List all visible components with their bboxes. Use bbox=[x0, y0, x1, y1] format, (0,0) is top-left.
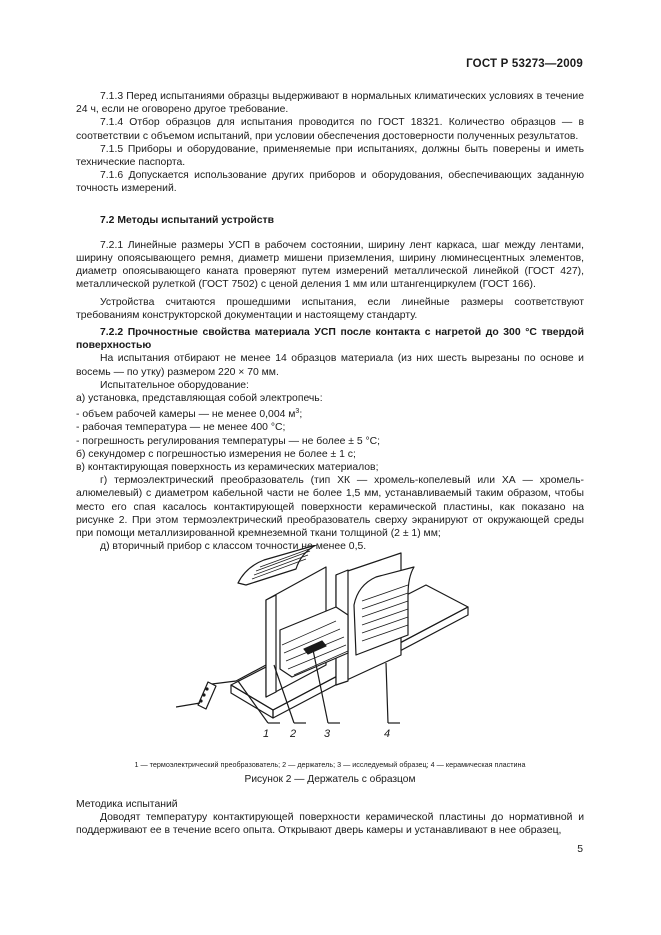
list-item-a1 bbox=[76, 405, 584, 421]
figure-label-4: 4 bbox=[384, 728, 391, 740]
page-number: 5 bbox=[577, 844, 583, 855]
list-item-d: д) вторичный прибор с классом точности не менее 0,5. bbox=[100, 541, 367, 553]
list-item-a: а) установка, представляющая собой электропечь: bbox=[76, 393, 323, 405]
paragraph-7-1-5: 7.1.5 Приборы и оборудование, применяемые при испытаниях, должны быть поверены и иметь технические паспорта. bbox=[76, 143, 584, 169]
method-heading: Методика испытаний bbox=[76, 799, 178, 810]
paragraph-7-2-1: 7.2.1 Линейные размеры УСП в рабочем состоянии, ширину лент каркаса, шаг между лентами, ширину опоясывающего ремня, диаметр мишени приземления, ширину люминесцентных элементов, диаметр опоясывающего каната проверяют путем измерений металлической линейкой (ГОСТ 427), металлической рулеткой (ГОСТ 7502) с ценой деления 1 мм или штангенциркулем (ГОСТ 166). bbox=[76, 239, 584, 291]
figure-title: Рисунок 2 — Держатель с образцом bbox=[244, 774, 416, 785]
subsection-heading-7-2-2: 7.2.2 Прочностные свойства материала УСП после контакта с нагретой до 300 °С твердой поверхностью bbox=[76, 327, 584, 352]
list-item-a3: - погрешность регулирования температуры — не более ± 5 °С; bbox=[76, 435, 381, 447]
list-item-a2: - рабочая температура — не менее 400 °С; bbox=[76, 422, 286, 434]
page-header: ГОСТ Р 53273—2009 bbox=[466, 58, 583, 70]
method-section bbox=[76, 798, 584, 838]
thermocouple-sensor bbox=[198, 682, 216, 709]
paragraph-7-1-3: 7.1.3 Перед испытаниями образцы выдерживают в нормальных климатических условиях в течение 24 ч, если не оговорено другое требование. bbox=[76, 91, 584, 116]
figure-label-2: 2 bbox=[290, 728, 297, 740]
superscript-3: 3 bbox=[295, 408, 300, 416]
figure-legend: 1 — термоэлектрический преобразователь; 2 — держатель; 3 — исследуемый образец; 4 — керамическая пластина bbox=[134, 760, 526, 769]
section-heading-7-2: 7.2 Методы испытаний устройств bbox=[100, 214, 274, 226]
list-item-a1-text: - объем рабочей камеры — не менее 0,004 м bbox=[76, 409, 296, 421]
paragraph-7-1-6: 7.1.6 Допускается использование других приборов и оборудования, обеспечивающих заданную точность измерений. bbox=[76, 170, 584, 195]
leader-line-4 bbox=[386, 663, 388, 723]
method-paragraph: Доводят температуру контактирующей поверхности керамической пластины до нормативной и поддерживают ее в течение всего опыта. Открывают дверь камеры и устанавливают в нее образец, bbox=[76, 812, 584, 837]
figure-label-1: 1 bbox=[263, 728, 270, 740]
figure-2-holder-drawing bbox=[176, 545, 496, 750]
list-item-a1-end: ; bbox=[299, 409, 303, 421]
list-item-v: в) контактирующая поверхность из керамических материалов; bbox=[76, 462, 379, 474]
paragraph-pass-criteria: Устройства считаются прошедшими испытания, если линейные размеры соответствуют требованиям конструкторской документации и настоящему стандарту. bbox=[76, 296, 584, 321]
list-item-g: г) термоэлектрический преобразователь (тип ХК — хромель-копелевый или ХА — хромель-алюмелевый) с диаметром кабельной части не более 1,5 мм, устанавливаемый таким образом, чтобы место его спая касалось контактирующей поверхности керамической пластины, как показано на рисунке 2. При этом термоэлектрический преобразователь сверху экранируют от окружающей среды при помощи металлизированной кремнеземной ткани толщиной (2 ± 1) мм; bbox=[76, 475, 584, 540]
list-item-b: б) секундомер с погрешностью измерения не более ± 1 с; bbox=[76, 448, 356, 460]
paragraph-7-1-4: 7.1.4 Отбор образцов для испытания проводится по ГОСТ 18321. Количество образцов — в соответствии с объемом испытаний, при условии обеспечения достоверности полученных результатов. bbox=[76, 117, 584, 142]
paragraph-samples: На испытания отбирают не менее 14 образцов материала (из них шесть вырезаны по основе и восемь — по утку) размером 220 × 70 мм. bbox=[76, 353, 584, 378]
figure-label-3: 3 bbox=[324, 728, 331, 740]
paragraph-equipment: Испытательное оборудование: bbox=[100, 379, 249, 391]
body-text bbox=[76, 90, 584, 554]
